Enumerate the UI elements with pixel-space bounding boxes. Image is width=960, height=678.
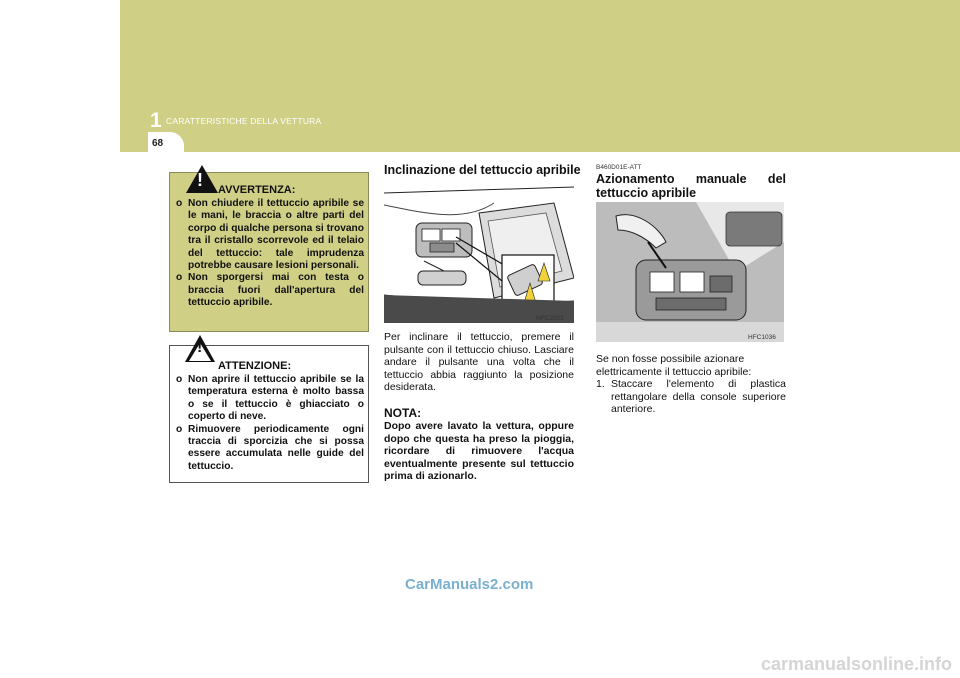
figure-code: HFC2022 [536, 315, 564, 322]
page-number: 68 [152, 138, 164, 149]
sunroof-tilt-illustration [384, 183, 574, 323]
warning-item: o Non chiudere il tettuccio apribile se le mani, le braccia o altre parti del corpo di qualche persona si trovano tra il cristallo scorrevole ed il telaio del tettuccio: tale imprudenza potrebbe causare lesioni personali. [176, 198, 364, 272]
warning-item: o Non sporgersi mai con testa o braccia fuori dall'apertura del tettuccio apribile. [176, 272, 364, 309]
chapter-number: 1 [150, 109, 162, 132]
chapter-title: CARATTERISTICHE DELLA VETTURA [166, 116, 322, 126]
attention-list [176, 374, 364, 473]
warning-title: AVVERTENZA: [218, 184, 296, 196]
figure-code: HFC1036 [748, 334, 776, 341]
manual-heading: Azionamento manuale del tettuccio apribile [596, 172, 786, 200]
console-removal-drawing [596, 202, 784, 342]
tilt-body: Per inclinare il tettuccio, premere il pulsante con il tettuccio chiuso. Lasciare andare il pulsante una volta che il tettuccio abbia raggiunto la posizione desiderata. [384, 331, 574, 394]
manual-body: Se non fosse possibile azionare elettricamente il tettuccio apribile: [596, 353, 752, 378]
step-number: 1. [596, 378, 605, 390]
attention-item: o Non aprire il tettuccio apribile se la temperatura esterna è molto bassa o se il tettuccio è ghiacciato o coperto di neve. [176, 374, 364, 423]
attention-item: o Rimuovere periodicamente ogni traccia di sporcizia che si possa essere accumulata nelle guide del tettuccio. [176, 423, 364, 472]
chapter-header-band [120, 0, 960, 132]
attention-title: ATTENZIONE: [218, 360, 292, 372]
step-text: Staccare l'elemento di plastica rettangolare della console superiore anteriore. [611, 378, 786, 416]
note-title: NOTA: [384, 406, 422, 420]
note-body: Dopo avere lavato la vettura, oppure dopo che questa ha preso la pioggia, ricordare di rimuovere l'acqua eventualmente presente sul tettuccio prima di azionarlo. [384, 420, 574, 483]
section-code: B460D01E-ATT [596, 164, 642, 171]
watermark-link[interactable]: CarManuals2.com [405, 576, 534, 593]
step-item [596, 378, 786, 416]
watermark-footer: carmanualsonline.info [760, 654, 952, 674]
exclamation-icon: ! [197, 170, 203, 190]
manual-operation-illustration [596, 202, 784, 342]
header-lower-band [120, 132, 960, 152]
warning-list [176, 198, 364, 310]
overhead-console-drawing [384, 183, 574, 323]
caution-exclamation-icon: ! [197, 339, 203, 356]
tilt-heading: Inclinazione del tettuccio apribile [384, 163, 581, 177]
